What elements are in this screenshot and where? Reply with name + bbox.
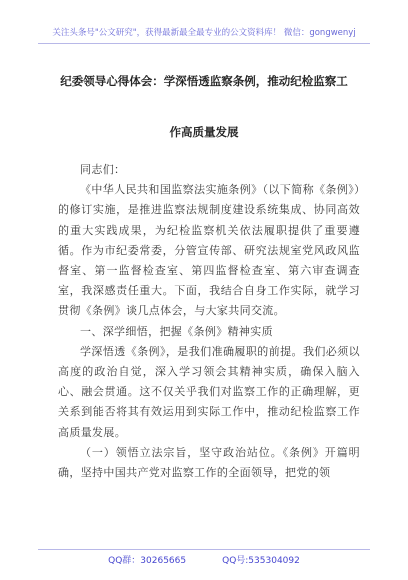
footer [0, 553, 408, 566]
header-divider [38, 43, 370, 44]
footer-divider [38, 549, 370, 550]
salutation: 同志们： [80, 163, 126, 176]
paragraph-subsection-1: （一）领悟立法宗旨，坚守政治站位。《条例》开篇明确，坚持中国共产党对监察工作的全面领导，把党的领 [58, 445, 360, 480]
section-heading-1: 一、深学细悟，把握《条例》精神实质 [80, 324, 273, 338]
document-body [58, 160, 360, 483]
document-title-line-2: 作高质量发展 [169, 125, 239, 139]
paragraph-intro: 《中华人民共和国监察法实施条例》（以下简称《条例》）的修订实施，是推进监察法规制度建设系统集成、协同高效的重大实践成果，为纪检监察机关依法履职提供了重要遵循。作为市纪委常委，分管宣传部、研究法规室党风政风监督室、第一监督检查室、第四监督检查室、第六审查调查室，我深感责任重大。下面，我结合自身工作实际，就学习贯彻《条例》谈几点体会，与大家共同交流。 [58, 183, 360, 318]
header-note: 关注头条号"公文研究"，获得最新最全最专业的公文资料库！ 微信：gongwenyj [52, 28, 356, 38]
footer-qq-number: QQ号:535304092 [222, 556, 300, 566]
paragraph-section-1: 学深悟透《条例》，是我们准确履职的前提。我们必须以高度的政治自觉，深入学习领会其精神实质，确保入脑入心、融会贯通。这不仅关乎我们对监察工作的正确理解，更关系到能否将其有效运用到实际工作中，推动纪检监察工作高质量发展。 [58, 344, 360, 439]
footer-qq-group: QQ群：30265665 [108, 556, 187, 566]
document-title-line-1: 纪委领导心得体会：学深悟透监察条例，推动纪检监察工 [60, 74, 348, 88]
